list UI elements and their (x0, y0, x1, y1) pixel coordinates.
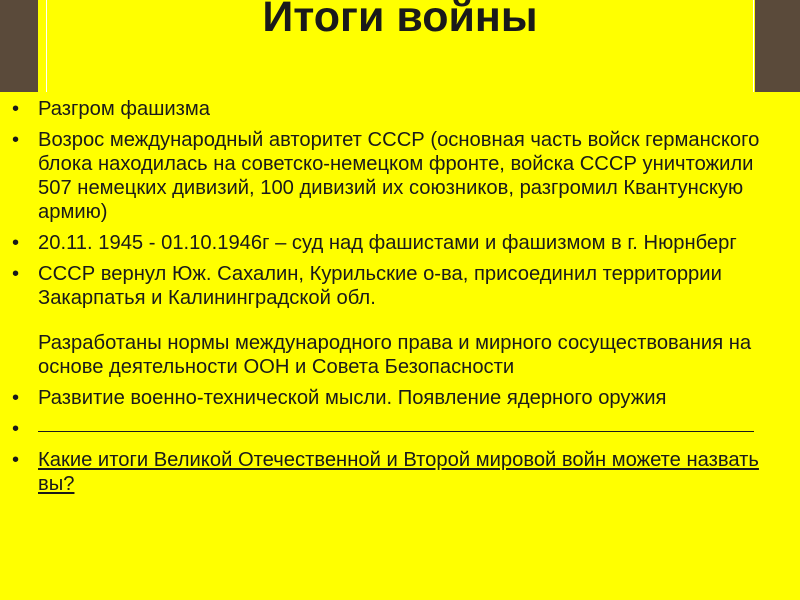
question-text: Какие итоги Великой Отечественной и Второй мировой войн можете назвать вы? (38, 449, 759, 495)
list-item-text: СССР вернул Юж. Сахалин, Курильские о-ва, присоединил территоррии Закарпатья и Калининградской обл. (38, 263, 722, 309)
bullet-icon: • (12, 387, 20, 409)
left-decor-bar (0, 0, 38, 92)
list-item (12, 97, 782, 121)
bullet-icon: • (12, 449, 20, 471)
bullet-icon: • (12, 98, 20, 120)
list-item (12, 262, 782, 310)
list-item-text: Разгром фашизма (38, 98, 211, 120)
bullet-icon: • (12, 129, 20, 151)
bullet-icon: • (12, 263, 20, 285)
list-item-blank-line (12, 417, 782, 441)
list-item-question (12, 448, 782, 496)
list-item (12, 386, 782, 410)
right-decor-bar (755, 0, 800, 92)
answer-blank-line (38, 417, 754, 432)
slide-content (12, 97, 782, 503)
slide-title: Итоги войны (262, 0, 538, 41)
list-item-text: 20.11. 1945 - 01.10.1946г – суд над фашистами и фашизмом в г. Нюрнберг (38, 232, 737, 254)
bullet-icon: • (12, 418, 20, 440)
list-item-continuation (12, 331, 782, 379)
bullet-list (12, 97, 782, 496)
bullet-icon: • (12, 232, 20, 254)
list-item-text: Разработаны нормы международного права и мирного сосуществования на основе деятельности ООН и Совета Безопасности (38, 332, 752, 378)
list-item (12, 231, 782, 255)
list-item-text: Развитие военно-технической мысли. Появление ядерного оружия (38, 387, 667, 409)
title-box (46, 0, 754, 92)
list-item-text: Возрос международный авторитет СССР (основная часть войск германского блока находилась на советско-немецком фронте, войска СССР уничтожили 507 немецких дивизий, 100 дивизий их союзников, разгромил Квантунскую армию) (38, 129, 760, 223)
list-item (12, 128, 782, 224)
